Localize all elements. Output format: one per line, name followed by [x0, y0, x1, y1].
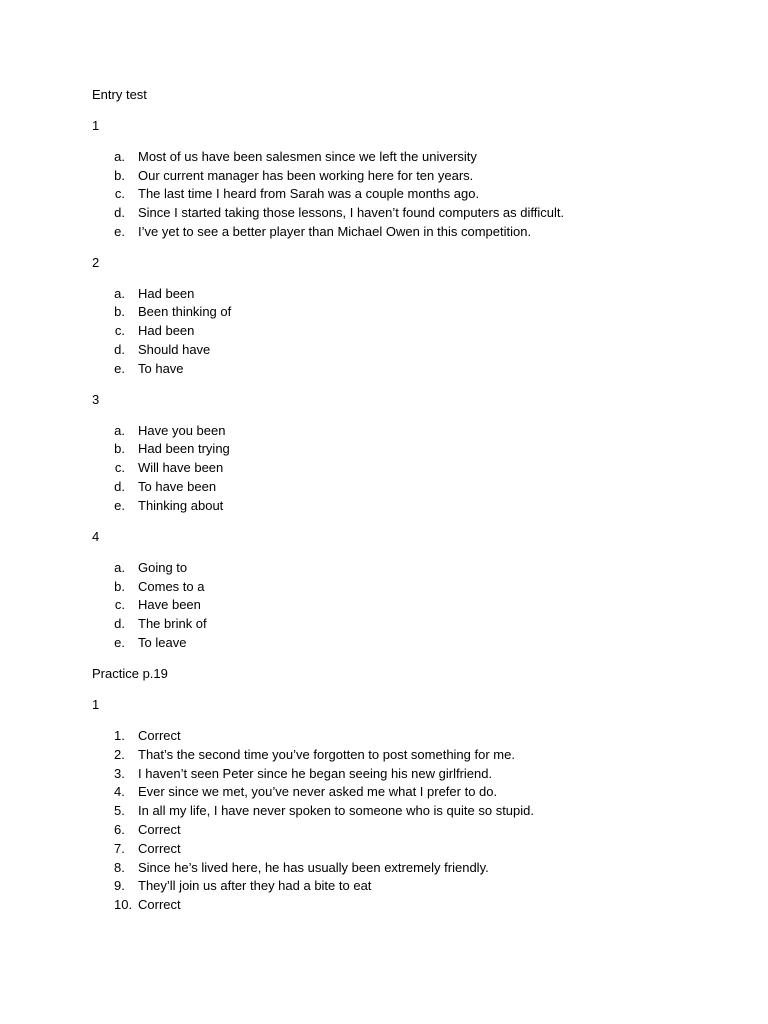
list-item-text: Since he’s lived here, he has usually been extremely friendly.	[138, 860, 489, 875]
list-item-text: That’s the second time you’ve forgotten to post something for me.	[138, 747, 515, 762]
list-marker: a.	[114, 560, 125, 575]
list-marker: 7.	[114, 841, 125, 856]
list-marker: c.	[114, 460, 125, 475]
list-marker: a.	[114, 286, 125, 301]
question-number: 1	[92, 697, 100, 712]
list-marker: 3.	[114, 766, 125, 781]
list-item-text: Had been	[138, 286, 195, 301]
list-marker: 1.	[114, 728, 125, 743]
list-marker: 5.	[114, 803, 125, 818]
list-marker: a.	[114, 423, 125, 438]
list-marker: b.	[114, 168, 125, 183]
list-item-text: I’ve yet to see a better player than Michael Owen in this competition.	[138, 224, 532, 239]
list-item-text: Had been trying	[138, 441, 230, 456]
list-item-text: To have been	[138, 479, 217, 494]
list-marker: b.	[114, 579, 125, 594]
list-item-text: Going to	[138, 560, 188, 575]
list-marker: c.	[114, 323, 125, 338]
list-item-text: Thinking about	[138, 498, 224, 513]
section-title: Entry test	[92, 87, 147, 102]
list-item-text: Since I started taking those lessons, I haven’t found computers as difficult.	[138, 205, 565, 220]
list-item-text: Have you been	[138, 423, 226, 438]
list-marker: d.	[114, 479, 125, 494]
list-marker: d.	[114, 616, 125, 631]
list-marker: 9.	[114, 878, 125, 893]
list-item-text: Should have	[138, 342, 211, 357]
list-item-text: Had been	[138, 323, 195, 338]
list-item-text: The last time I heard from Sarah was a couple months ago.	[138, 186, 480, 201]
list-marker: 4.	[114, 784, 125, 799]
list-marker: e.	[114, 224, 125, 239]
list-item-text: Correct	[138, 728, 181, 743]
list-item-text: Have been	[138, 597, 201, 612]
list-item-text: Comes to a	[138, 579, 205, 594]
list-item-text: Ever since we met, you’ve never asked me what I prefer to do.	[138, 784, 498, 799]
list-marker: e.	[114, 498, 125, 513]
list-marker: d.	[114, 205, 125, 220]
list-item-text: They’ll join us after they had a bite to eat	[138, 878, 372, 893]
list-item-text: In all my life, I have never spoken to someone who is quite so stupid.	[138, 803, 534, 818]
question-number: 2	[92, 255, 100, 270]
list-item-text: Our current manager has been working here for ten years.	[138, 168, 474, 183]
list-item-text: Will have been	[138, 460, 224, 475]
list-item-text: Been thinking of	[138, 304, 232, 319]
list-marker: a.	[114, 149, 125, 164]
question-number: 1	[92, 118, 100, 133]
question-number: 4	[92, 529, 100, 544]
list-marker: 2.	[114, 747, 125, 762]
list-marker: 6.	[114, 822, 125, 837]
list-marker: e.	[114, 361, 125, 376]
list-marker: 10.	[114, 897, 133, 912]
section-title: Practice p.19	[92, 666, 168, 681]
list-item-text: To have	[138, 361, 184, 376]
question-number: 3	[92, 392, 100, 407]
list-item-text: To leave	[138, 635, 187, 650]
list-item-text: Correct	[138, 822, 181, 837]
list-item-text: The brink of	[138, 616, 207, 631]
list-item-text: Correct	[138, 897, 181, 912]
list-marker: 8.	[114, 860, 125, 875]
list-marker: c.	[114, 597, 125, 612]
list-marker: b.	[114, 441, 125, 456]
list-item-text: Most of us have been salesmen since we left the university	[138, 149, 477, 164]
list-marker: d.	[114, 342, 125, 357]
list-marker: b.	[114, 304, 125, 319]
list-marker: c.	[114, 186, 125, 201]
list-marker: e.	[114, 635, 125, 650]
list-item-text: I haven’t seen Peter since he began seeing his new girlfriend.	[138, 766, 493, 781]
list-item-text: Correct	[138, 841, 181, 856]
